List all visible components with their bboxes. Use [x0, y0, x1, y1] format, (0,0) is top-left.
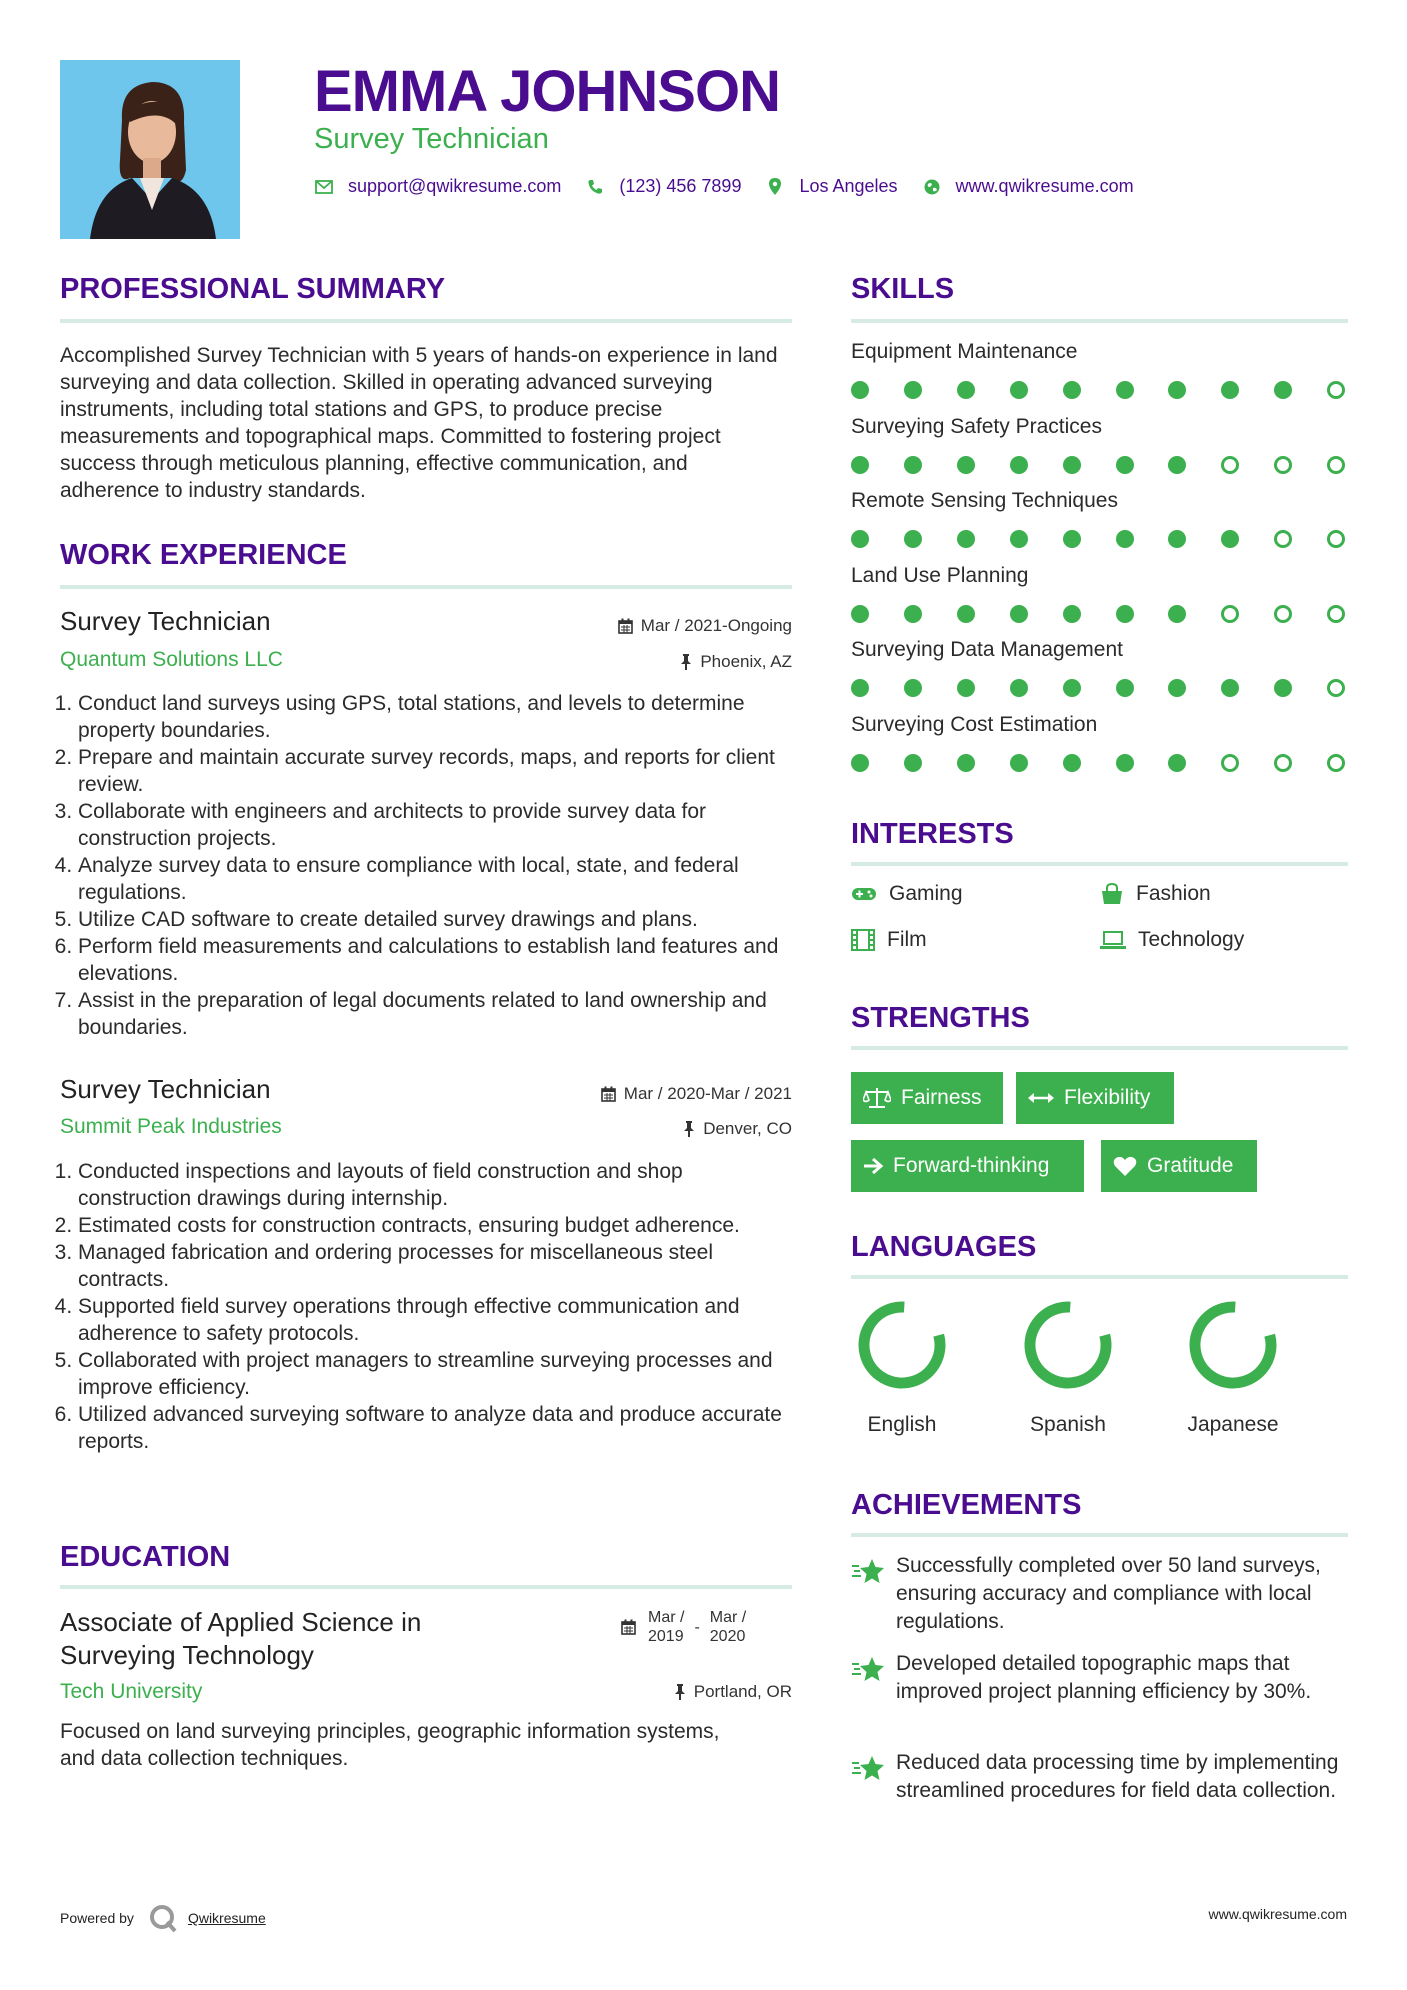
laptop-icon [1100, 930, 1126, 950]
education-dates: Mar / 2019 - Mar / 2020 [621, 1608, 746, 1646]
degree-line-1: Associate of Applied Science in [60, 1607, 422, 1637]
duty-item: 1. Conduct land surveys using GPS, total stations, and levels to determine property boundaries. [78, 690, 792, 744]
language-gauge [847, 1290, 957, 1400]
duty-item: 1. Conducted inspections and layouts of field construction and shop construction drawings during internship. [78, 1158, 792, 1212]
rating-dot-filled [957, 530, 975, 548]
contact-email[interactable]: support@qwikresume.com [348, 176, 562, 196]
strength-tag-gratitude [1101, 1140, 1257, 1192]
interests-divider [851, 862, 1348, 866]
job-company: Summit Peak Industries [60, 1115, 282, 1138]
rating-dot-filled [1063, 754, 1081, 772]
duty-item: 3. Collaborate with engineers and architects to provide survey data for construction projects. [78, 798, 792, 852]
job-location [680, 652, 792, 672]
rating-dot-filled [1010, 679, 1028, 697]
skill-rating [851, 529, 1351, 549]
rating-dot-empty [1327, 754, 1345, 772]
job-duties-list [60, 1158, 792, 1455]
language-gauge-arc [855, 1298, 948, 1391]
achievements-heading: ACHIEVEMENTS [851, 1489, 1082, 1521]
job-dates [618, 616, 792, 636]
contact-bar [314, 176, 1158, 197]
job-dates-text: Mar / 2021-Ongoing [640, 616, 792, 635]
gamepad-icon [851, 886, 877, 902]
rating-dot-filled [904, 754, 922, 772]
rating-dot-filled [851, 456, 869, 474]
powered-by-label: Powered by [60, 1910, 134, 1926]
duty-item: 3. Managed fabrication and ordering processes for miscellaneous steel contracts. [78, 1239, 792, 1293]
rating-dot-filled [1116, 381, 1134, 399]
pushpin-icon [680, 654, 692, 670]
degree-title [60, 1606, 421, 1672]
pushpin-icon [674, 1684, 686, 1700]
rating-dot-empty [1327, 679, 1345, 697]
rating-dot-filled [1168, 605, 1186, 623]
education-end-year: 2020 [709, 1628, 746, 1645]
interest-item-gaming [851, 882, 963, 906]
summary-heading: PROFESSIONAL SUMMARY [60, 273, 446, 305]
calendar-icon [618, 618, 633, 634]
interest-label: Film [887, 928, 927, 951]
education-start-year: 2019 [648, 1628, 684, 1645]
duty-item: 2. Prepare and maintain accurate survey records, maps, and reports for client review. [78, 744, 792, 798]
duty-item: 4. Supported field survey operations through effective communication and adherence to safety protocols. [78, 1293, 792, 1347]
rating-dot-filled [1274, 381, 1292, 399]
star-achievement-icon [851, 1754, 885, 1784]
calendar-icon [621, 1619, 636, 1635]
footer-powered-by [60, 1903, 266, 1933]
rating-dot-filled [1116, 530, 1134, 548]
rating-dot-filled [904, 456, 922, 474]
rating-dot-filled [1063, 679, 1081, 697]
rating-dot-empty [1221, 605, 1239, 623]
rating-dot-filled [851, 754, 869, 772]
duty-item: 5. Collaborated with project managers to streamline surveying processes and improve efficiency. [78, 1347, 792, 1401]
rating-dot-filled [957, 456, 975, 474]
summary-divider [60, 319, 792, 323]
rating-dot-filled [904, 605, 922, 623]
person-portrait-icon [60, 60, 240, 239]
rating-dot-filled [1221, 530, 1239, 548]
rating-dot-filled [1168, 530, 1186, 548]
rating-dot-empty [1327, 381, 1345, 399]
pushpin-icon [683, 1121, 695, 1137]
rating-dot-filled [1063, 381, 1081, 399]
achievement-item: Successfully completed over 50 land surveys, ensuring accuracy and compliance with local regulations. [896, 1554, 1321, 1633]
strength-label: Flexibility [1064, 1086, 1151, 1109]
rating-dot-filled [1168, 381, 1186, 399]
skill-name: Surveying Data Management [851, 638, 1123, 661]
duty-item: 2. Estimated costs for construction contracts, ensuring budget adherence. [78, 1212, 792, 1239]
experience-divider [60, 585, 792, 589]
rating-dot-filled [1116, 605, 1134, 623]
skill-rating [851, 455, 1351, 475]
language-gauge-arc [1186, 1298, 1279, 1391]
rating-dot-filled [1010, 381, 1028, 399]
rating-dot-filled [957, 754, 975, 772]
job-dates-text: Mar / 2020-Mar / 2021 [623, 1084, 792, 1103]
brand-link[interactable]: Qwikresume [187, 1910, 266, 1926]
profile-photo [60, 60, 240, 239]
education-text: Focused on land surveying principles, geographic information systems, and data collection techniques. [60, 1720, 720, 1770]
education-start-month: Mar / [648, 1609, 685, 1626]
skills-divider [851, 319, 1348, 323]
language-label: Japanese [1187, 1413, 1279, 1436]
skill-name: Remote Sensing Techniques [851, 489, 1118, 512]
interests-heading: INTERESTS [851, 818, 1014, 850]
duty-item: 6. Utilized advanced surveying software to analyze data and produce accurate reports. [78, 1401, 792, 1455]
job-location [683, 1119, 792, 1139]
skill-rating [851, 753, 1351, 773]
strength-tag-flexibility [1016, 1072, 1174, 1124]
education-heading: EDUCATION [60, 1541, 231, 1573]
qwikresume-logo-icon [148, 1903, 178, 1933]
rating-dot-filled [1010, 456, 1028, 474]
strength-label: Fairness [901, 1086, 982, 1109]
strengths-divider [851, 1046, 1348, 1050]
map-marker-icon [765, 177, 785, 197]
job-dates [601, 1084, 792, 1104]
strengths-heading: STRENGTHS [851, 1002, 1030, 1034]
rating-dot-filled [904, 679, 922, 697]
arrow-right-icon [863, 1157, 883, 1175]
footer-website[interactable]: www.qwikresume.com [1208, 1906, 1347, 1922]
strength-label: Forward-thinking [893, 1154, 1050, 1177]
rating-dot-filled [1116, 456, 1134, 474]
rating-dot-filled [851, 381, 869, 399]
rating-dot-empty [1327, 605, 1345, 623]
rating-dot-filled [957, 381, 975, 399]
school-location-text: Portland, OR [693, 1682, 792, 1701]
duty-item: 7. Assist in the preparation of legal documents related to land ownership and boundaries. [78, 987, 792, 1041]
skill-rating [851, 678, 1351, 698]
rating-dot-filled [1168, 679, 1186, 697]
rating-dot-filled [1063, 605, 1081, 623]
rating-dot-empty [1274, 605, 1292, 623]
job-title: Survey Technician [60, 1074, 271, 1104]
rating-dot-filled [1274, 679, 1292, 697]
rating-dot-filled [957, 679, 975, 697]
school-name: Tech University [60, 1680, 203, 1703]
rating-dot-filled [851, 605, 869, 623]
skill-rating [851, 380, 1351, 400]
rating-dot-filled [904, 381, 922, 399]
skill-name: Equipment Maintenance [851, 340, 1078, 363]
rating-dot-empty [1221, 754, 1239, 772]
languages-heading: LANGUAGES [851, 1231, 1037, 1263]
star-achievement-icon [851, 1655, 885, 1685]
interest-label: Gaming [889, 882, 963, 905]
skill-name: Land Use Planning [851, 563, 1029, 587]
interest-item-technology [1100, 928, 1244, 952]
job-company: Quantum Solutions LLC [60, 648, 283, 671]
strength-label: Gratitude [1147, 1154, 1234, 1177]
education-divider [60, 1585, 792, 1589]
skills-heading: SKILLS [851, 273, 955, 305]
candidate-name: EMMA JOHNSON [314, 59, 780, 124]
phone-icon [585, 177, 605, 197]
rating-dot-filled [851, 679, 869, 697]
job-location-text: Denver, CO [703, 1119, 792, 1138]
achievements-divider [851, 1533, 1348, 1537]
rating-dot-empty [1274, 456, 1292, 474]
achievement-item: Developed detailed topographic maps that improved project planning efficiency by 30%. [896, 1652, 1312, 1703]
skill-name: Surveying Safety Practices [851, 414, 1102, 438]
strength-tag-forward-thinking [851, 1140, 1084, 1192]
language-gauge [1013, 1290, 1123, 1400]
film-icon [851, 929, 875, 951]
arrows-horizontal-icon [1028, 1091, 1054, 1105]
language-label: Spanish [1030, 1413, 1106, 1436]
job-duties-list [60, 690, 792, 1041]
rating-dot-filled [1116, 679, 1134, 697]
balance-scale-icon [863, 1087, 891, 1109]
achievement-item: Reduced data processing time by implementing streamlined procedures for field data collection. [896, 1751, 1339, 1802]
rating-dot-empty [1221, 456, 1239, 474]
strength-tag-fairness [851, 1072, 1003, 1124]
interest-item-fashion [1100, 882, 1211, 906]
job-location-text: Phoenix, AZ [700, 652, 792, 671]
calendar-icon [601, 1086, 616, 1102]
language-gauge-arc [1021, 1298, 1114, 1391]
language-label: English [867, 1413, 937, 1436]
job-title: Survey Technician [60, 606, 271, 636]
language-gauge [1178, 1290, 1288, 1400]
rating-dot-empty [1327, 456, 1345, 474]
rating-dot-empty [1274, 754, 1292, 772]
rating-dot-filled [1116, 754, 1134, 772]
rating-dot-filled [1221, 679, 1239, 697]
star-achievement-icon [851, 1557, 885, 1587]
rating-dot-filled [1010, 754, 1028, 772]
interest-label: Technology [1138, 928, 1245, 951]
contact-phone[interactable]: (123) 456 7899 [619, 176, 742, 196]
rating-dot-filled [957, 605, 975, 623]
heart-icon [1113, 1156, 1137, 1177]
interest-item-film [851, 928, 927, 952]
degree-line-2: Surveying Technology [60, 1640, 314, 1670]
education-end-month: Mar / [709, 1609, 747, 1626]
rating-dot-filled [1221, 381, 1239, 399]
rating-dot-filled [1010, 530, 1028, 548]
school-location [674, 1682, 792, 1702]
duty-item: 6. Perform field measurements and calculations to establish land features and elevations. [78, 933, 792, 987]
languages-divider [851, 1275, 1348, 1279]
rating-dot-filled [1063, 530, 1081, 548]
interest-label: Fashion [1136, 882, 1211, 905]
rating-dot-filled [1168, 754, 1186, 772]
duty-item: 5. Utilize CAD software to create detailed survey drawings and plans. [78, 906, 792, 933]
contact-website[interactable]: www.qwikresume.com [955, 176, 1134, 196]
rating-dot-empty [1327, 530, 1345, 548]
duty-item: 4. Analyze survey data to ensure compliance with local, state, and federal regulations. [78, 852, 792, 906]
contact-location: Los Angeles [799, 176, 898, 196]
experience-heading: WORK EXPERIENCE [60, 539, 347, 571]
candidate-role: Survey Technician [314, 123, 549, 155]
envelope-icon [314, 177, 334, 197]
shopping-bag-icon [1100, 883, 1124, 905]
rating-dot-empty [1274, 530, 1292, 548]
skill-name: Surveying Cost Estimation [851, 712, 1098, 736]
rating-dot-filled [904, 530, 922, 548]
globe-icon [922, 177, 942, 197]
rating-dot-filled [1010, 605, 1028, 623]
rating-dot-filled [1063, 456, 1081, 474]
rating-dot-filled [1168, 456, 1186, 474]
summary-text: Accomplished Survey Technician with 5 years of hands-on experience in land surveying and data collection. Skilled in operating advanced surveying instruments, including total stations and GPS, to produce precise measurements and topographical maps. Committed to fostering project success through meticulous planning, effective communication, and adherence to industry standards. [60, 344, 778, 502]
rating-dot-filled [851, 530, 869, 548]
skill-rating [851, 604, 1351, 624]
